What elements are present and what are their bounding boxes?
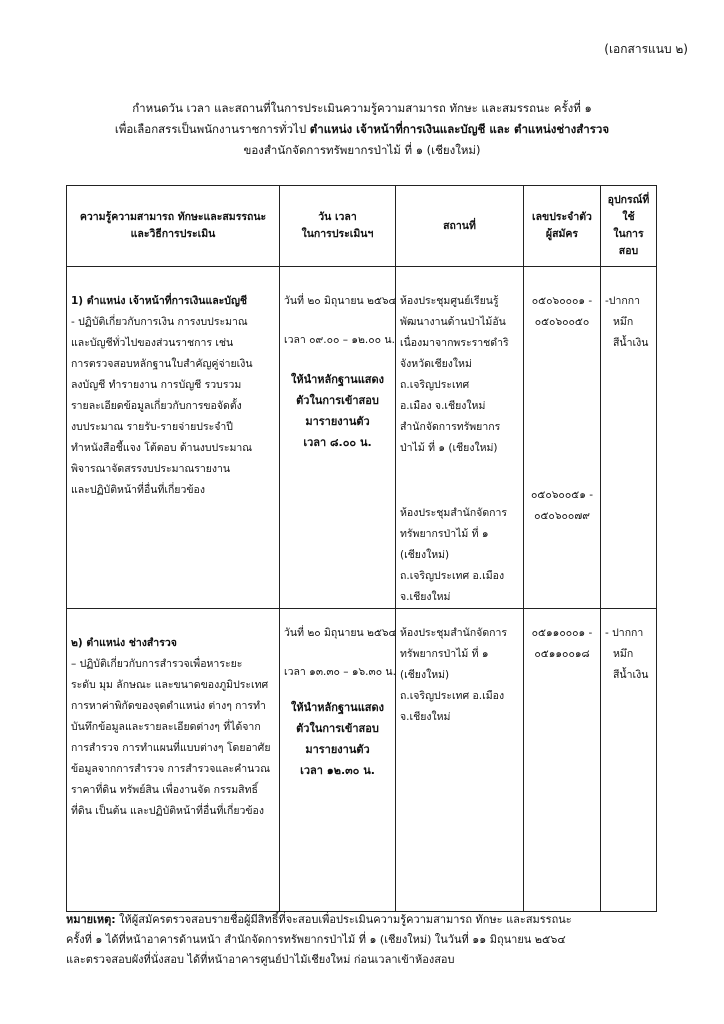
- notice-line: ตัวในการเข้าสอบ: [296, 722, 379, 735]
- equipment-list: [605, 623, 652, 686]
- heading-line-2-positions: ตำแหน่ง เจ้าหน้าที่การเงินและบัญชี และ ตำแหน่งช่างสำรวจ: [309, 122, 610, 136]
- exam-date: วันที่ ๒๐ มิถุนายน ๒๕๖๔: [284, 627, 397, 639]
- place-line: จังหวัดเชียงใหม่: [400, 358, 472, 370]
- id-range-start: ๐๕๐๖๐๐๐๑ -: [531, 295, 593, 307]
- equipment-line: สีน้ำเงิน: [613, 669, 649, 681]
- place-line: สำนักจัดการทรัพยากร: [400, 421, 501, 433]
- heading-line-3: ของสำนักจัดการทรัพยากรป่าไม้ ที่ ๑ (เชียงใหม่): [243, 143, 481, 157]
- notice-line: ให้นำหลักฐานแสดง: [290, 701, 385, 714]
- exam-time: เวลา ๐๙.๐๐ – ๑๒.๐๐ น.: [284, 334, 395, 346]
- place-line: ถ.เจริญประเทศ อ.เมือง: [400, 690, 505, 702]
- header-datetime: [280, 186, 396, 267]
- description-line: ทำหนังสือชี้แจง โต้ตอบ ด้านงบประมาณ: [71, 442, 253, 454]
- notice-line: ตัวในการเข้าสอบ: [296, 394, 379, 407]
- remark-text-1: ให้ผู้สมัครตรวจสอบรายชื่อผู้มีสิทธิ์ที่จะสอบเพื่อประเมินความรู้ความสามารถ ทักษะ และสมรรถนะ: [115, 913, 572, 926]
- equipment-list: [605, 291, 652, 354]
- header-equipment-line-4: สอบ: [618, 245, 639, 257]
- place-block: [400, 623, 519, 728]
- place-cell: [396, 609, 524, 912]
- applicant-ids-cell: [524, 267, 601, 609]
- description-line: การสำรวจ การทำแผนที่แบบต่างๆ โดยอาศัย: [71, 742, 271, 754]
- equipment-line: -ปากกา: [605, 295, 640, 307]
- header-knowledge-line-2: และวิธีการประเมิน: [130, 228, 216, 240]
- place-line: พัฒนางานด้านป่าไม้อัน: [400, 316, 506, 328]
- description-line: และปฏิบัติหน้าที่อื่นที่เกี่ยวข้อง: [71, 484, 205, 496]
- remark-line-2: ครั้งที่ ๑ ได้ที่หน้าอาคารด้านหน้า สำนักจัดการทรัพยากรป่าไม้ ที่ ๑ (เชียงใหม่) ในวันที่ ๑๑ มิถุนายน ๒๕๖๔: [66, 933, 566, 946]
- position-cell: [67, 609, 280, 912]
- description-line: การหาค่าพิกัดของจุดตำแหน่ง ต่างๆ การทำ: [71, 700, 266, 712]
- place-line: ถ.เจริญประเทศ อ.เมือง: [400, 570, 505, 582]
- header-datetime-line-1: วัน เวลา: [318, 211, 357, 223]
- exam-date: วันที่ ๒๐ มิถุนายน ๒๕๖๔: [284, 295, 397, 307]
- remark-line-3: และตรวจสอบผังที่นั่งสอบ ได้ที่หน้าอาคารศูนย์ป่าไม้เชียงใหม่ ก่อนเวลาเข้าห้องสอบ: [66, 953, 455, 966]
- equipment-cell: [601, 267, 657, 609]
- document-heading: [40, 98, 684, 161]
- equipment-line: หมึก: [613, 316, 634, 328]
- description-line: รายละเอียดข้อมูลเกี่ยวกับการขอจัดตั้ง: [71, 400, 242, 412]
- description-line: บันทึกข้อมูลและรายละเอียดต่างๆ ที่ได้จาก: [71, 721, 261, 733]
- description-line: ที่ดิน เป็นต้น และปฏิบัติหน้าที่อื่นที่เกี่ยวข้อง: [71, 805, 264, 817]
- attachment-label: (เอกสารแนบ ๒): [604, 42, 688, 56]
- position-cell: [67, 267, 280, 609]
- description-line: การตรวจสอบหลักฐานใบสำคัญคู่จ่ายเงิน: [71, 358, 253, 370]
- position-title: 1) ตำแหน่ง เจ้าหน้าที่การเงินและบัญชี: [71, 295, 248, 307]
- notice-line: เวลา ๑๒.๓๐ น.: [300, 764, 375, 777]
- description-line: ลงบัญชี ทำรายงาน การบัญชี รวบรวม: [71, 379, 242, 391]
- description-line: ราคาที่ดิน ทรัพย์สิน เพื่องานจัด กรรมสิทธิ์: [71, 784, 258, 796]
- header-knowledge-line-1: ความรู้ความสามารถ ทักษะและสมรรถนะ: [79, 211, 267, 223]
- schedule-table: [66, 185, 657, 912]
- place-line: ห้องประชุมสำนักจัดการ: [400, 507, 508, 519]
- heading-line-2-prefix: เพื่อเลือกสรรเป็นพนักงานราชการทั่วไป: [114, 122, 310, 136]
- table-row: [67, 267, 657, 609]
- description-line: และบัญชีทั่วไปของส่วนราชการ เช่น: [71, 337, 234, 349]
- datetime-cell: [280, 609, 396, 912]
- equipment-line: หมึก: [613, 648, 634, 660]
- header-knowledge: [67, 186, 280, 267]
- position-title: ๒) ตำแหน่ง ช่างสำรวจ: [71, 637, 177, 649]
- place-line: เนื่องมาจากพระราชดำริ: [400, 337, 509, 349]
- header-place: สถานที่: [396, 186, 524, 267]
- header-ids-line-2: ผู้สมัคร: [545, 228, 579, 240]
- header-datetime-line-2: ในการประเมินฯ: [301, 228, 374, 240]
- header-ids-line-1: เลขประจำตัว: [532, 211, 592, 223]
- place-cell: [396, 267, 524, 609]
- equipment-line: สีน้ำเงิน: [613, 337, 649, 349]
- place-line: อ.เมือง จ.เชียงใหม่: [400, 400, 486, 412]
- place-line: (เชียงใหม่): [400, 549, 450, 561]
- id-range-end: ๐๕๐๖๐๐๕๐: [534, 316, 590, 328]
- remark-line-1: [66, 910, 684, 930]
- id-range: [528, 485, 596, 527]
- description-line: ระดับ มุม ลักษณะ และขนาดของภูมิประเทศ: [71, 679, 269, 691]
- description-line: พิจารณาจัดสรรงบประมาณรายงาน: [71, 463, 231, 475]
- applicant-ids-cell: [524, 609, 601, 912]
- description-line: – ปฏิบัติเกี่ยวกับการสำรวจเพื่อหาระยะ: [71, 658, 243, 670]
- place-line: ทรัพยากรป่าไม้ ที่ ๑: [400, 528, 489, 540]
- place-block: [400, 503, 519, 608]
- place-line: ห้องประชุมศูนย์เรียนรู้: [400, 295, 499, 307]
- heading-line-2: [40, 119, 684, 140]
- heading-line-1: กำหนดวัน เวลา และสถานที่ในการประเมินความรู้ความสามารถ ทักษะ และสมรรถนะ ครั้งที่ ๑: [132, 101, 592, 115]
- header-equipment-line-3: ในการ: [613, 228, 644, 240]
- id-range-start: ๐๕๐๖๐๐๕๑ -: [531, 489, 593, 501]
- equipment-cell: [601, 609, 657, 912]
- notice-line: ให้นำหลักฐานแสดง: [290, 373, 385, 386]
- place-line: ถ.เจริญประเทศ: [400, 379, 470, 391]
- place-block: [400, 291, 519, 459]
- exam-time: เวลา ๑๓.๓๐ – ๑๖.๓๐ น.: [284, 666, 396, 678]
- equipment-line: - ปากกา: [605, 627, 644, 639]
- place-line: (เชียงใหม่): [400, 669, 450, 681]
- notice-line: มารายงานตัว: [305, 743, 370, 756]
- id-range-end: ๐๕๑๑๐๐๑๘: [534, 648, 590, 660]
- remark-note: [66, 910, 684, 970]
- id-range-start: ๐๕๑๑๐๐๐๑ -: [531, 627, 593, 639]
- id-range: [528, 291, 596, 333]
- report-notice: [284, 697, 391, 781]
- place-line: ป่าไม้ ที่ ๑ (เชียงใหม่): [400, 442, 498, 454]
- place-line: จ.เชียงใหม่: [400, 591, 451, 603]
- place-line: จ.เชียงใหม่: [400, 711, 451, 723]
- header-ids: [524, 186, 601, 267]
- remark-label: หมายเหตุ:: [66, 913, 116, 926]
- header-equipment-line-1: อุปกรณ์ที่: [607, 194, 650, 206]
- notice-line: เวลา ๘.๐๐ น.: [303, 436, 372, 449]
- place-line: ห้องประชุมสำนักจัดการ: [400, 627, 508, 639]
- header-equipment-line-2: ใช้: [622, 211, 635, 223]
- description-line: - ปฏิบัติเกี่ยวกับการเงิน การงบประมาณ: [71, 316, 248, 328]
- id-range: [528, 623, 596, 665]
- table-header-row: [67, 186, 657, 267]
- description-line: งบประมาณ รายรับ-รายจ่ายประจำปี: [71, 421, 233, 433]
- notice-line: มารายงานตัว: [305, 415, 370, 428]
- table-row: [67, 609, 657, 912]
- place-line: ทรัพยากรป่าไม้ ที่ ๑: [400, 648, 489, 660]
- id-range-end: ๐๕๐๖๐๐๗๙: [534, 510, 590, 522]
- description-line: ข้อมูลจากการสำรวจ การสำรวจและคำนวณ: [71, 763, 270, 775]
- datetime-cell: [280, 267, 396, 609]
- report-notice: [284, 369, 391, 453]
- header-equipment: [601, 186, 657, 267]
